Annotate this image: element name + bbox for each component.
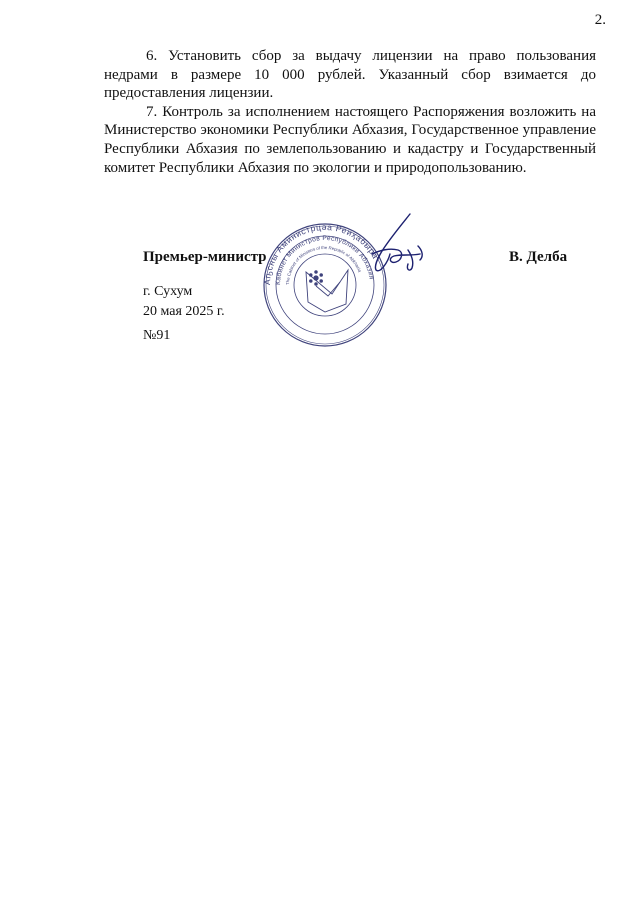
document-number: №91 xyxy=(143,328,171,343)
seal-outer-text: Аҧсны Аминистрцәа Реиҳабыра xyxy=(262,222,381,286)
handwritten-signature xyxy=(362,210,432,276)
seal-emblem xyxy=(306,270,348,312)
page-number: 2. xyxy=(594,12,606,28)
paragraph-6: 6. Установить сбор за выдачу лицензии на право пользования недрами в размере 10 000 рублей. Указанный сбор взимается до предоставления лицензии. xyxy=(104,48,596,102)
document-city: г. Сухум xyxy=(143,284,193,299)
signer-name: В. Делба xyxy=(509,249,568,265)
signer-title: Премьер-министр xyxy=(143,249,267,265)
seal-middle-text: Кабинет Министров Республики Абхазия xyxy=(274,234,375,286)
document-body xyxy=(104,47,596,177)
seal-inner-text: The Cabinet of Ministers of the Republic of Abkhazia xyxy=(284,244,363,286)
document-date: 20 мая 2025 г. xyxy=(143,304,225,319)
paragraph-7: 7. Контроль за исполнением настоящего Распоряжения возложить на Министерство экономики Республики Абхазия, Государственное управление Республики Абхазия по землепользованию и кадастру и Государственный комитет Республики Абхазия по экологии и природопользованию. xyxy=(104,103,596,176)
